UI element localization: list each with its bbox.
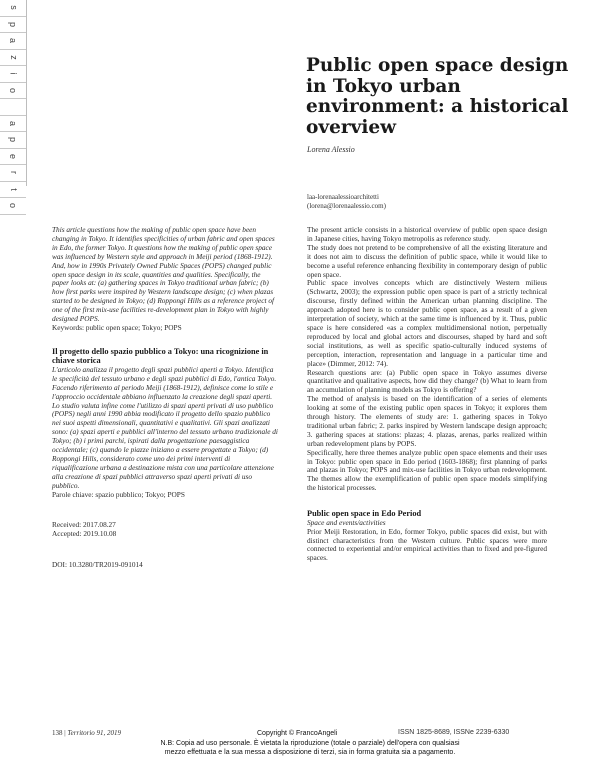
- abstract-column: [52, 226, 278, 570]
- notice-line: mezzo effettuata e la sua messa a disposizione di terzi, sia in forma gratuita sia a pagamento.: [164, 749, 456, 756]
- body-column: [307, 226, 547, 563]
- section-letter: z: [0, 50, 26, 67]
- body-paragraph: The method of analysis is based on the identification of a series of elements looking at some of the existing public open spaces in Tokyo; it explores them through history. The elements of study are: 1. gathering spaces in Tokyo traditional urban fabric; 2. parks inspired by Western landscape design approach; 3. gathering spaces at stations: plazas; 4. plazas, arenas, parks realized within urban redevelopment plans by POPS.: [307, 394, 547, 448]
- notice-line: N.B: Copia ad uso personale. È vietata la riproduzione (totale o parziale) dell'opera con qualsiasi: [160, 740, 460, 747]
- affiliation-name: laa-lorenaalessioarchitetti: [307, 193, 379, 201]
- article-author: Lorena Alessio: [307, 145, 355, 154]
- section-letter: o: [0, 198, 26, 215]
- section-letter: a: [0, 116, 26, 133]
- section-letter: a: [0, 33, 26, 50]
- issn: ISSN 1825-8689, ISSNe 2239-6330: [398, 729, 510, 736]
- section-letter: p: [0, 17, 26, 34]
- body-paragraph: Specifically, here three themes analyze public open space elements and their uses in Tokyo: public open space in Edo period (1603-1868); first planning of parks and plazas in Tokyo; POPS and mix-use facilities in Tokyo urban redevelopment. The themes allow the exemplification of public open space models simplifying the historical processes.: [307, 447, 547, 493]
- page-footer-left: [52, 729, 121, 737]
- section-letter: e: [0, 149, 26, 166]
- copyright: Copyright © FrancoAngeli: [257, 730, 338, 737]
- section-letter: p: [0, 132, 26, 149]
- keywords-english: Keywords: public open space; Tokyo; POPS: [52, 322, 182, 332]
- body-paragraph: Research questions are: (a) Public open space in Tokyo assumes diverse quantitative and qualitative aspects, how did they change? (b) What to learn from an accumulation of planning models as Tokyo is offering?: [307, 367, 547, 395]
- abstract-italian: L'articolo analizza il progetto degli spazi pubblici aperti a Tokyo. Identifica le specificità del tessuto urbano e degli spazi pubblici di Edo, l'antica Tokyo. Facendo riferimento al periodo Meiji (1868-1912), definisce come lo stile e l'approccio occidentale abbiano influenzato la creazione degli spazi aperti. Lo studio valuta infine come l'utilizzo di spazi aperti privati di uso pubblico (POPS) negli anni 1990 abbia modificato il progetto dello spazio pubblico nei suoi aspetti dimensionali, quantitativi e qualitativi. Gli spazi analizzati sono: (a) spazi aperti e pubblici all'interno del tessuto urbano tradizionale di Tokyo; (b) i primi parchi, ispirati dalla progettazione paesaggistica occidentale; (c) quando le piazze iniziano a essere progettate a Tokyo; (d) Roppongi Hills, considerato come uno dei primi interventi di riqualificazione urbana a destinazione mista con una particolare attenzione alla creazione di spazi pubblici attraverso spazi aperti privati di uso pubblico.: [52, 364, 278, 490]
- body-paragraph: Prior Meiji Restoration, in Edo, former Tokyo, public spaces did exist, but with distinct characteristics from the Western culture. Public spaces were more connected to experiential and/or empirical activities than to fixed and pre-figured spaces.: [307, 526, 547, 563]
- body-paragraph: Public space involves concepts which are distinctively Western milieus (Schwartz, 2003); the expression public open space is part of a strictly technical discourse, firstly defined within the American urban planning discipline. The approach adopted here is to consider public open space, as a result of a given interpretation of society, which at the same time is influenced by it. Thus, public space is here considered «as a complex multidimensional notion, perpetually reproduced by local and global actors and discourses, shaped by hard and soft social institutions, as well as specific spatio-culturally induced systems of perception, interaction, representation and language in a particular time and place» (Dimmer, 2012: 74).: [307, 278, 547, 368]
- section-letter: t: [0, 182, 26, 199]
- italian-title: Il progetto dello spazio pubblico a Tokyo: una ricognizione in chiave storica: [52, 346, 269, 366]
- keywords-italian: Parole chiave: spazio pubblico; Tokyo; POPS: [52, 489, 185, 499]
- section-subheading: Space and events/activities: [307, 517, 386, 527]
- body-paragraph: The present article consists in a historical overview of public open space design in Japanese cities, having Tokyo metropolis as reference study.: [307, 225, 547, 243]
- body-paragraph: The study does not pretend to be comprehensive of all the existing literature and it does not aim to discuss the definition of public space, while it would like to become a useful reference enhancing flexibility in contemporary design of public open space.: [307, 242, 547, 279]
- author-affiliation: [307, 193, 386, 210]
- section-letter-spacer: [0, 99, 26, 116]
- received-date: Received: 2017.08.27: [52, 520, 116, 530]
- abstract-english: This article questions how the making of public open space have been changing in Tokyo. It identifies specificities of urban fabric and open spaces in Edo, the former Tokyo. It questions how the making of public open space was influenced by Western style and approach in Meiji period (1868-1912). And, how in 1990s Privately Owned Public Spaces (POPS) changed public open space design in its scale, quantities and qualities. Specifically, the paper looks at: (a) gathering spaces in Tokyo traditional urban fabric; (b) how first parks were inspired by Western landscape design; (c) when plazas started to be designed in Tokyo; (d) Roppongi Hills as a reference project of one of the first mix-use facilities re-development plan in Tokyo with highly designed POPS.: [52, 225, 275, 324]
- copyright-notice: [100, 739, 520, 757]
- article-dates: [52, 521, 278, 539]
- journal-section-label: [0, 0, 27, 209]
- section-letter: r: [0, 165, 26, 182]
- doi: DOI: 10.3280/TR2019-091014: [52, 560, 143, 570]
- footer-separator: |: [64, 729, 68, 737]
- journal-name: Territorio 91, 2019: [67, 729, 122, 737]
- accepted-date: Accepted: 2019.10.08: [52, 529, 117, 539]
- article-title: Public open space design in Tokyo urban environment: a historical overview: [306, 55, 569, 138]
- section-letter: s: [0, 0, 26, 17]
- section-letter: i: [0, 66, 26, 83]
- section-letter: o: [0, 83, 26, 100]
- affiliation-email: (lorena@lorenaalessio.com): [307, 201, 386, 210]
- page-number: 138: [52, 729, 63, 737]
- section-heading: Public open space in Edo Period: [307, 509, 422, 519]
